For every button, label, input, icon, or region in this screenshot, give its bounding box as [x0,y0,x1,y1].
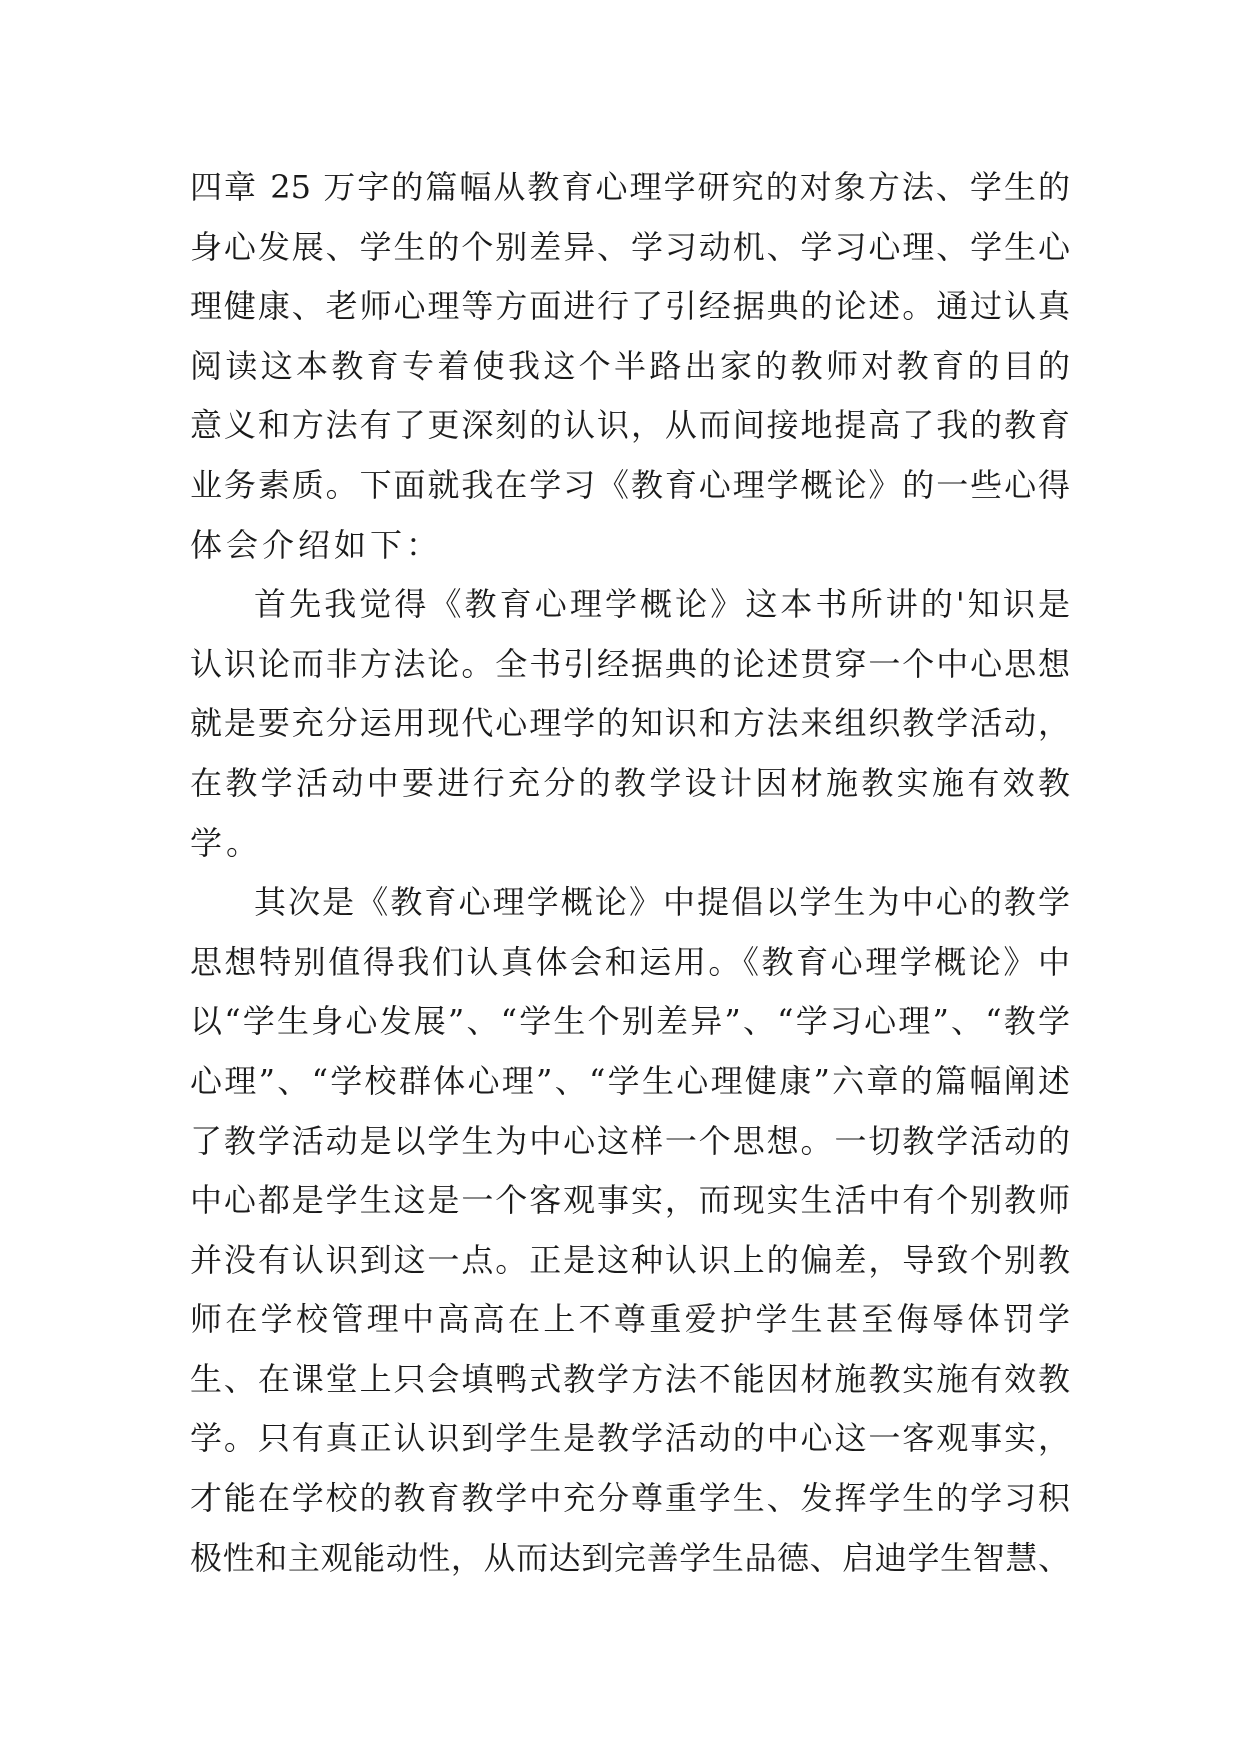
text-line: 才能在学校的教育教学中充分尊重学生、发挥学生的学习积 [190,1479,1070,1518]
text-line: 了教学活动是以学生为中心这样一个思想。一切教学活动的 [190,1121,1070,1160]
text-line: 并没有认识到这一点。正是这种认识上的偏差，导致个别教 [190,1240,1070,1279]
text-line: 学。 [190,823,263,862]
text-line: 业务素质。下面就我在学习《教育心理学概论》的一些心得 [190,465,1070,504]
text-line: 身心发展、学生的个别差异、学习动机、学习心理、学生心 [190,227,1070,266]
text-line: 师在学校管理中高高在上不尊重爱护学生甚至侮辱体罚学 [190,1300,1070,1339]
body-text [190,158,1070,1588]
text-line: 就是要充分运用现代心理学的知识和方法来组织教学活动， [190,704,1070,743]
text-line: 以“学生身心发展”、“学生个别差异”、“学习心理”、“教学 [190,1002,1070,1041]
text-line: 在教学活动中要进行充分的教学设计因材施教实施有效教 [190,763,1070,802]
text-line: 体会介绍如下： [190,525,443,564]
text-line: 认识论而非方法论。全书引经据典的论述贯穿一个中心思想 [190,644,1070,683]
text-line: 心理”、“学校群体心理”、“学生心理健康”六章的篇幅阐述 [190,1061,1070,1100]
text-line: 学。只有真正认识到学生是教学活动的中心这一客观事实， [190,1419,1070,1458]
paragraph-first-line: 首先我觉得《教育心理学概论》这本书所讲的'知识是 [254,585,1070,624]
text-line: 意义和方法有了更深刻的认识，从而间接地提高了我的教育 [190,406,1070,445]
text-line: 理健康、老师心理等方面进行了引经据典的论述。通过认真 [190,287,1070,326]
paragraph-first-line: 其次是《教育心理学概论》中提倡以学生为中心的教学 [254,883,1070,922]
text-line: 极性和主观能动性，从而达到完善学生品德、启迪学生智慧、 [190,1538,1070,1577]
text-line: 四章 25 万字的篇幅从教育心理学研究的对象方法、学生的 [190,168,1070,206]
text-line: 思想特别值得我们认真体会和运用。《教育心理学概论》中 [190,942,1070,981]
text-line: 阅读这本教育专着使我这个半路出家的教师对教育的目的 [190,346,1070,385]
text-line: 生、在课堂上只会填鸭式教学方法不能因材施教实施有效教 [190,1359,1070,1398]
text-line: 中心都是学生这是一个客观事实，而现实生活中有个别教师 [190,1181,1070,1220]
